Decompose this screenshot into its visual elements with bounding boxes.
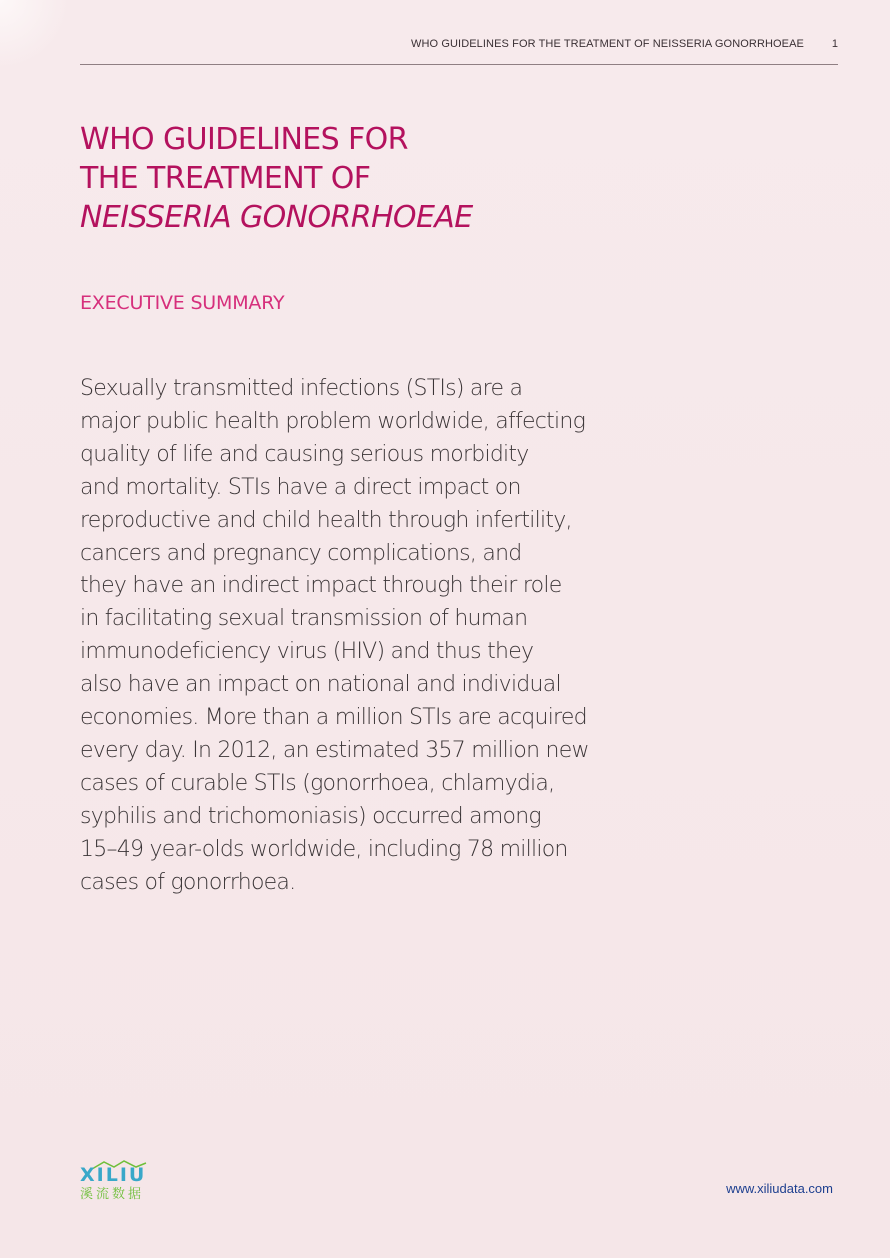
paragraph-line: in facilitating sexual transmission of human — [80, 606, 528, 632]
paragraph-line: cancers and pregnancy complications, and — [80, 540, 522, 566]
logo-wordmark: XILIU — [80, 1164, 147, 1186]
paragraph-line: immunodeficiency virus (HIV) and thus they — [80, 639, 534, 665]
document-title-line-3: NEISSERIA GONORRHOEAE — [80, 200, 473, 235]
paragraph-line: 15–49 year-olds worldwide, including 78 million — [80, 836, 568, 862]
paragraph-line: syphilis and trichomoniasis) occurred among — [80, 803, 541, 829]
running-header — [80, 38, 838, 65]
document-title — [80, 120, 473, 237]
paragraph-line: economies. More than a million STIs are acquired — [80, 705, 587, 731]
paragraph-line: and mortality. STIs have a direct impact on — [80, 474, 521, 500]
paragraph-line: quality of life and causing serious morbidity — [80, 441, 529, 467]
page-corner-shading — [0, 0, 70, 70]
document-title-line-2: THE TREATMENT OF — [80, 161, 371, 196]
paragraph-line: cases of curable STIs (gonorrhoea, chlamydia, — [80, 770, 555, 796]
paragraph-line: major public health problem worldwide, affecting — [80, 408, 586, 434]
footer-website-link[interactable]: www.xiliudata.com — [726, 1181, 833, 1196]
document-title-line-1: WHO GUIDELINES FOR — [80, 122, 408, 157]
paragraph-line: reproductive and child health through infertility, — [80, 507, 572, 533]
paragraph-line: they have an indirect impact through their role — [80, 573, 562, 599]
section-heading: EXECUTIVE SUMMARY — [80, 292, 285, 314]
logo-chinese-wordmark: 溪流数据 — [80, 1187, 145, 1202]
paragraph-line: every day. In 2012, an estimated 357 million new — [80, 737, 589, 763]
xiliu-logo — [80, 1160, 172, 1202]
paragraph-line: cases of gonorrhoea. — [80, 869, 296, 895]
executive-summary-paragraph — [80, 373, 640, 900]
paragraph-line: Sexually transmitted infections (STIs) are a — [80, 376, 523, 401]
running-header-title: WHO GUIDELINES FOR THE TREATMENT OF NEISSERIA GONORRHOEAE — [411, 38, 804, 50]
page-number: 1 — [831, 38, 838, 50]
paragraph-line: also have an impact on national and individual — [80, 672, 561, 698]
